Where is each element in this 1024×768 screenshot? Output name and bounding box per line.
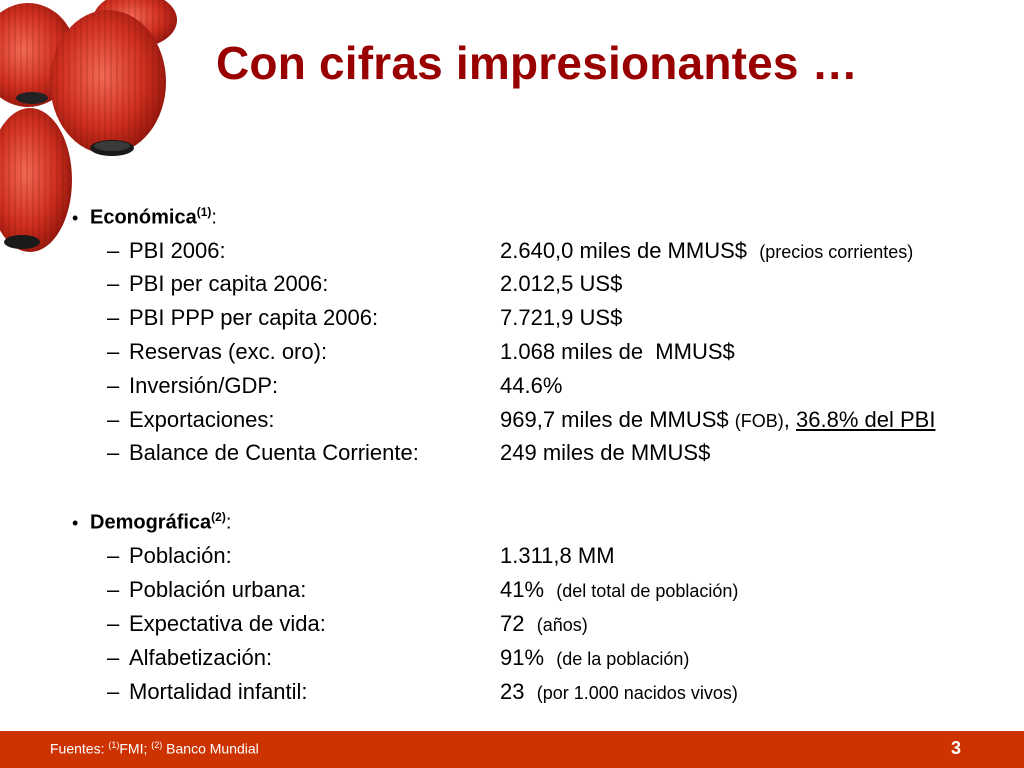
item-label: Población:	[129, 543, 232, 568]
section-heading: Económica	[90, 206, 197, 229]
dash-icon: –	[107, 373, 120, 398]
dash-icon: –	[107, 339, 120, 364]
item-label: Reservas (exc. oro):	[129, 339, 328, 364]
share-of-gdp-link: 36.8% del PBI	[796, 407, 936, 432]
item-value: 72 (años)	[500, 611, 588, 636]
item-value: 44.6%	[500, 373, 563, 398]
item-label: PBI PPP per capita 2006:	[129, 305, 379, 330]
slide-title: Con cifras impresionantes …	[216, 37, 858, 89]
dash-icon: –	[107, 645, 120, 670]
dash-icon: –	[107, 611, 120, 636]
item-value: 23 (por 1.000 nacidos vivos)	[500, 679, 738, 704]
item-label: Alfabetización:	[129, 645, 273, 670]
item-label: Población urbana:	[129, 577, 307, 602]
item-label: Exportaciones:	[129, 407, 275, 432]
dash-icon: –	[107, 440, 120, 465]
item-value: 1.068 miles de MMUS$	[500, 339, 735, 364]
footer-bar	[0, 731, 1024, 768]
dash-icon: –	[107, 305, 120, 330]
item-label: Expectativa de vida:	[129, 611, 326, 636]
item-label: Balance de Cuenta Corriente:	[129, 440, 419, 465]
item-value: 91% (de la población)	[500, 645, 690, 670]
dash-icon: –	[107, 577, 120, 602]
item-note: (del total de población)	[556, 581, 739, 601]
page-number: 3	[951, 738, 962, 758]
item-label: Mortalidad infantil:	[129, 679, 308, 704]
footnote-ref: (1)	[196, 205, 212, 219]
dash-icon: –	[107, 679, 120, 704]
item-value: 1.311,8 MM	[500, 543, 615, 568]
dash-icon: –	[107, 543, 120, 568]
item-value: 7.721,9 US$	[500, 305, 623, 330]
item-note: (de la población)	[556, 649, 690, 669]
bullet-icon: •	[72, 512, 79, 533]
dash-icon: –	[107, 271, 120, 296]
item-label: PBI 2006:	[129, 238, 226, 263]
item-note: (FOB)	[734, 411, 784, 431]
footnote-ref: (2)	[211, 510, 226, 524]
section-heading: Demográfica	[90, 511, 212, 534]
item-note: (años)	[536, 615, 588, 635]
item-label: PBI per capita 2006:	[129, 271, 329, 296]
dash-icon: –	[107, 238, 120, 263]
item-note: (precios corrientes)	[759, 242, 914, 262]
section-demografica: • Demográfica$^{(2)}$:	[72, 510, 232, 534]
item-note: (por 1.000 nacidos vivos)	[536, 683, 738, 703]
item-value: 2.640,0 miles de MMUS$ (precios corrientes)	[500, 238, 914, 263]
item-label: Inversión/GDP:	[129, 373, 279, 398]
item-value: 969,7 miles de MMUS$ (FOB), 36.8% del PBI	[500, 407, 936, 432]
item-value: 249 miles de MMUS$	[500, 440, 711, 465]
footer-sources: Fuentes: $^{(1)}$FMI; $^{(2)}$ Banco Mundial	[50, 740, 259, 757]
item-value: 2.012,5 US$	[500, 271, 623, 296]
section-economica: • Económica$^{(1)}$:	[72, 205, 217, 229]
dash-icon: –	[107, 407, 120, 432]
item-value: 41% (del total de población)	[500, 577, 739, 602]
bullet-icon: •	[72, 207, 79, 228]
